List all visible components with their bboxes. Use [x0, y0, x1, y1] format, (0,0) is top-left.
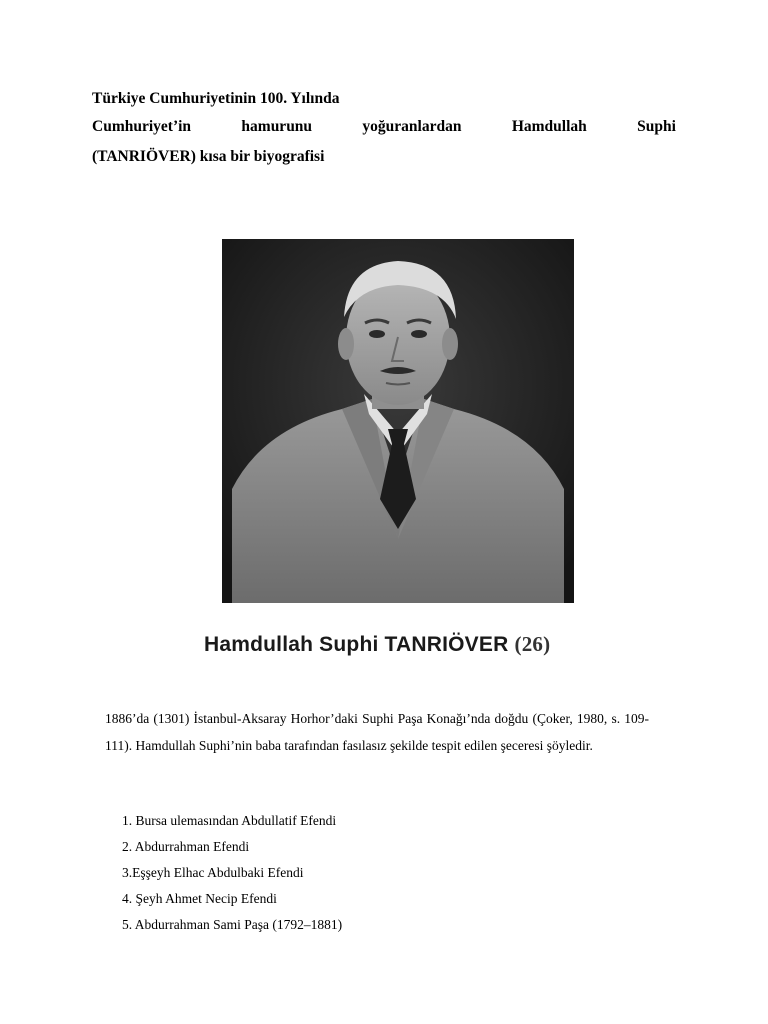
list-item: 5. Abdurrahman Sami Paşa (1792–1881) [122, 917, 343, 932]
caption-reference: (26) [514, 632, 551, 656]
biography-paragraph: 1886’da (1301) İstanbul-Aksaray Horhor’daki Suphi Paşa Konağı’nda doğdu (Çoker, 1980, s. 109-111). Hamdullah Suphi’nin baba tarafından fasılasız şekilde tespit edilen şeceresi şöyledir. [105, 711, 649, 753]
portrait-illustration [222, 239, 574, 603]
photo-caption [204, 632, 604, 657]
subtitle-word: yoğuranlardan [362, 118, 462, 135]
subtitle-word: Cumhuriyet’in [92, 118, 192, 135]
list-item: 2. Abdurrahman Efendi [122, 839, 250, 854]
list-item: 1. Bursa ulemasından Abdullatif Efendi [122, 813, 337, 828]
subtitle-word: hamurunu [241, 118, 313, 135]
portrait-photo [222, 239, 574, 603]
list-item: 3.Eşşeyh Elhac Abdulbaki Efendi [122, 865, 304, 880]
document-title: Türkiye Cumhuriyetinin 100. Yılında [92, 90, 340, 107]
subtitle-word: Suphi [637, 118, 676, 135]
document-subtitle-line [92, 114, 676, 140]
list-item: 4. Şeyh Ahmet Necip Efendi [122, 891, 277, 906]
lineage-list [122, 808, 342, 938]
document-subtitle-end: (TANRIÖVER) kısa bir biyografisi [92, 148, 325, 165]
caption-name: Hamdullah Suphi TANRIÖVER [204, 633, 509, 656]
subtitle-word: Hamdullah [511, 118, 587, 135]
